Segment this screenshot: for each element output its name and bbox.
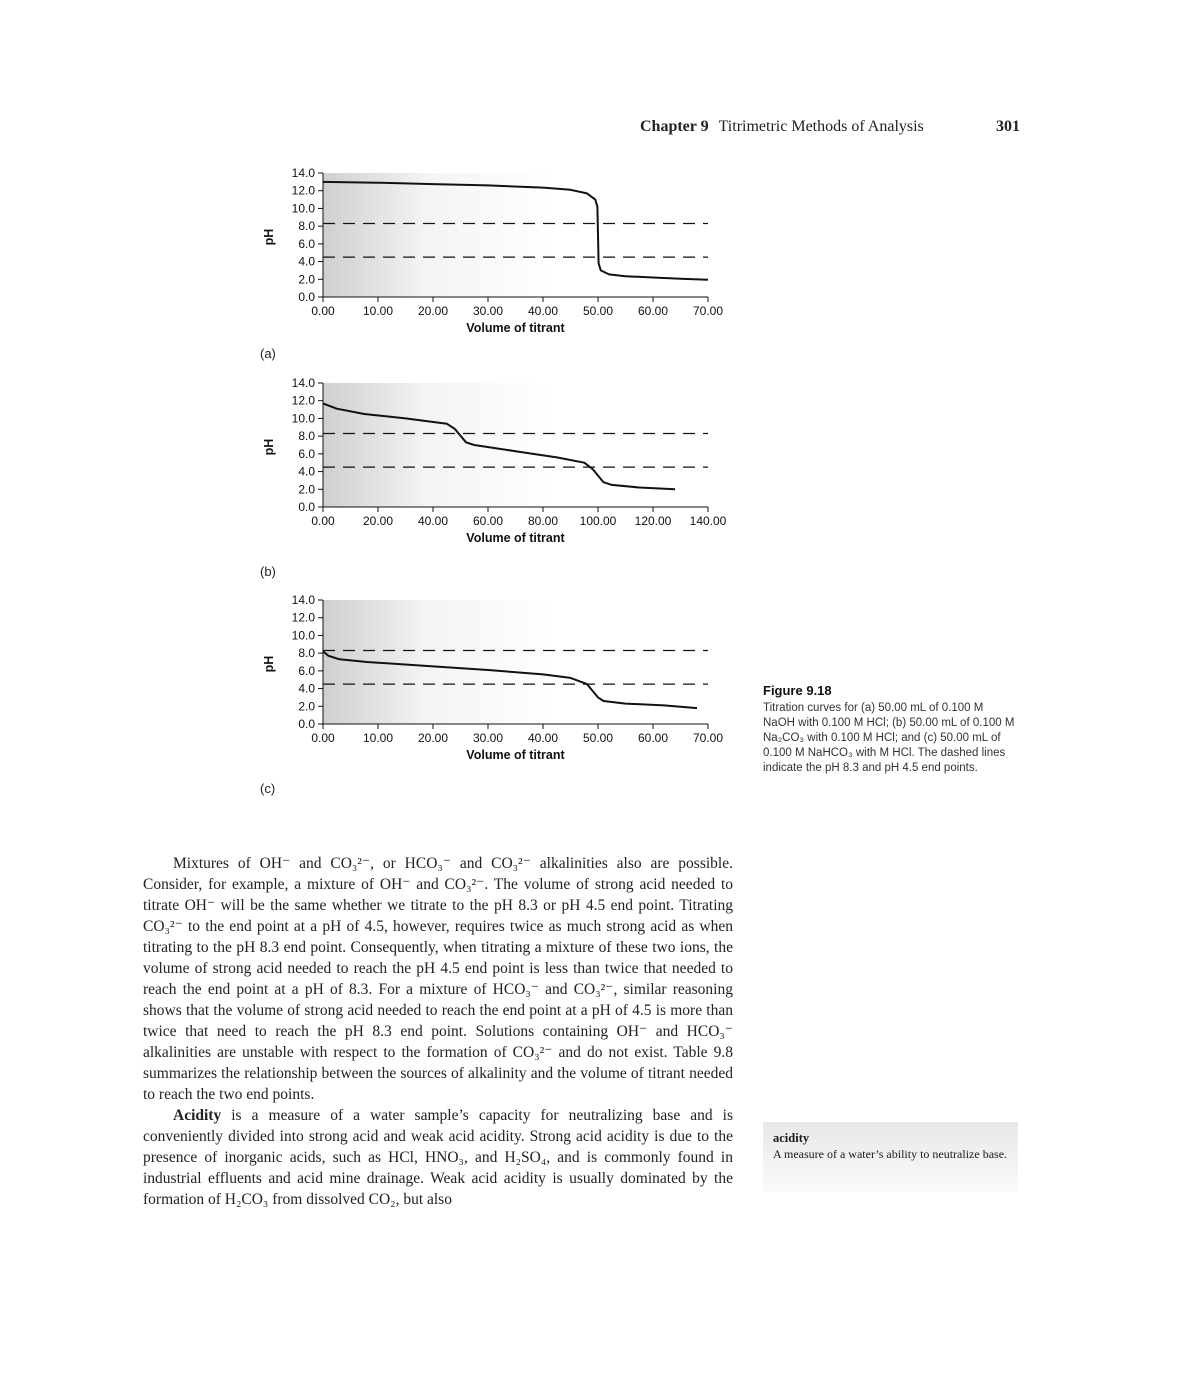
x-tick-label: 70.00: [692, 731, 724, 745]
definition-term: acidity: [773, 1131, 810, 1145]
y-tick-label: 2.0: [298, 482, 315, 497]
titration-chart-b: [245, 373, 745, 573]
x-tick-label: 10.00: [362, 304, 394, 318]
y-tick-label: 10.0: [291, 628, 315, 643]
y-tick-label: 12.0: [291, 183, 315, 198]
titration-chart-a: [245, 163, 745, 363]
y-tick-label: 10.0: [291, 201, 315, 216]
x-tick-label: 30.00: [472, 304, 504, 318]
panel-label-a: (a): [260, 346, 276, 361]
chapter-label: Chapter 9: [640, 118, 709, 135]
panel-label-c: (c): [260, 781, 276, 796]
x-axis-title: Volume of titrant: [466, 531, 565, 545]
paragraph-2: [143, 1105, 733, 1210]
x-tick-label: 0.00: [311, 304, 335, 318]
y-tick-label: 8.0: [298, 429, 315, 444]
y-axis-title: pH: [262, 438, 276, 456]
page-number: 301: [996, 118, 1020, 135]
y-tick-label: 14.0: [291, 376, 315, 390]
acidity-term: Acidity: [173, 1107, 222, 1124]
definition-text: A measure of a water’s ability to neutralize base.: [773, 1147, 1008, 1161]
y-axis-title: pH: [262, 655, 276, 673]
x-tick-label: 60.00: [472, 514, 504, 528]
chart-b-svg: [245, 373, 745, 563]
x-tick-label: 40.00: [527, 304, 559, 318]
y-tick-label: 0.0: [298, 717, 315, 731]
x-tick-label: 70.00: [692, 304, 724, 318]
x-tick-label: 20.00: [362, 514, 394, 528]
paragraph-2-text: is a measure of a water sample’s capacity for neutralizing base and is conveniently divided into strong acid and weak acid acidity. Strong acid acidity is due to the presence of inorganic acids, such as HCl, HNO₃, and H₂SO₄, and is commonly found in industrial effluents and acid mine drainage. Weak acid acidity is usually dominated by the formation of H₂CO₃ from dissolved CO₂, but also: [143, 1107, 733, 1208]
y-tick-label: 8.0: [298, 646, 315, 661]
y-tick-label: 10.0: [291, 411, 315, 426]
x-tick-label: 40.00: [417, 514, 449, 528]
x-tick-label: 20.00: [417, 731, 449, 745]
figure-caption-text: Titration curves for (a) 50.00 mL of 0.100 M NaOH with 0.100 M HCl; (b) 50.00 mL of 0.100 M Na₂CO₃ with 0.100 M HCl; and (c) 50.00 mL of 0.100 M NaHCO₃ with M HCl. The dashed lines indicate the pH 8.3 and pH 4.5 end points.: [763, 702, 1015, 774]
y-tick-label: 6.0: [298, 236, 315, 251]
margin-definition-box: [763, 1122, 1018, 1192]
titration-chart-c: [245, 590, 745, 790]
x-tick-label: 50.00: [582, 731, 614, 745]
x-tick-label: 20.00: [417, 304, 449, 318]
paragraph-1: Mixtures of OH⁻ and CO₃²⁻, or HCO₃⁻ and CO₃²⁻ alkalinities also are possible. Consider, for example, a mixture of OH⁻ and CO₃²⁻. The volume of strong acid needed to titrate OH⁻ will be the same whether we titrate to the pH 8.3 or pH 4.5 end point. Titrating CO₃²⁻ to the end point at a pH of 4.5, however, requires twice as much strong acid as when titrating to the pH 8.3 end point. Consequently, when titrating a mixture of these two ions, the volume of strong acid needed to reach the pH 4.5 end point is less than twice that needed to reach the end point at a pH of 8.3. For a mixture of HCO₃⁻ and CO₃²⁻, similar reasoning shows that the volume of strong acid needed to reach the end point at a pH of 4.5 is more than twice that need to reach the pH 8.3 end point. Solutions containing OH⁻ and HCO₃⁻ alkalinities are unstable with respect to the formation of CO₃²⁻ and do not exist. Table 9.8 summarizes the relationship between the sources of alkalinity and the volume of titrant needed to reach the two end points.: [143, 855, 733, 1103]
y-tick-label: 6.0: [298, 663, 315, 678]
x-tick-label: 60.00: [637, 731, 669, 745]
x-tick-label: 100.00: [579, 514, 617, 528]
x-tick-label: 50.00: [582, 304, 614, 318]
x-tick-label: 0.00: [311, 731, 335, 745]
y-tick-label: 12.0: [291, 610, 315, 625]
figure-label: Figure 9.18: [763, 683, 832, 698]
figure-caption: [763, 683, 1018, 776]
x-tick-label: 0.00: [311, 514, 335, 528]
x-tick-label: 140.00: [689, 514, 727, 528]
y-tick-label: 6.0: [298, 446, 315, 461]
y-tick-label: 4.0: [298, 254, 315, 269]
y-tick-label: 2.0: [298, 272, 315, 287]
x-tick-label: 40.00: [527, 731, 559, 745]
y-tick-label: 0.0: [298, 500, 315, 514]
y-tick-label: 4.0: [298, 681, 315, 696]
x-tick-label: 30.00: [472, 731, 504, 745]
y-tick-label: 0.0: [298, 290, 315, 304]
x-tick-label: 60.00: [637, 304, 669, 318]
x-tick-label: 80.00: [527, 514, 559, 528]
y-axis-title: pH: [262, 228, 276, 246]
y-tick-label: 14.0: [291, 593, 315, 607]
y-tick-label: 8.0: [298, 219, 315, 234]
x-axis-title: Volume of titrant: [466, 321, 565, 335]
running-head: [640, 118, 1020, 136]
chart-a-svg: [245, 163, 745, 343]
y-tick-label: 2.0: [298, 699, 315, 714]
x-tick-label: 120.00: [634, 514, 672, 528]
body-text: [143, 853, 733, 1210]
x-axis-title: Volume of titrant: [466, 748, 565, 762]
panel-label-b: (b): [260, 564, 276, 579]
y-tick-label: 12.0: [291, 393, 315, 408]
plot-background: [323, 173, 554, 297]
chapter-title: Titrimetric Methods of Analysis: [718, 118, 924, 135]
plot-background: [323, 383, 554, 507]
y-tick-label: 4.0: [298, 464, 315, 479]
x-tick-label: 10.00: [362, 731, 394, 745]
y-tick-label: 14.0: [291, 166, 315, 180]
chart-c-svg: [245, 590, 745, 780]
